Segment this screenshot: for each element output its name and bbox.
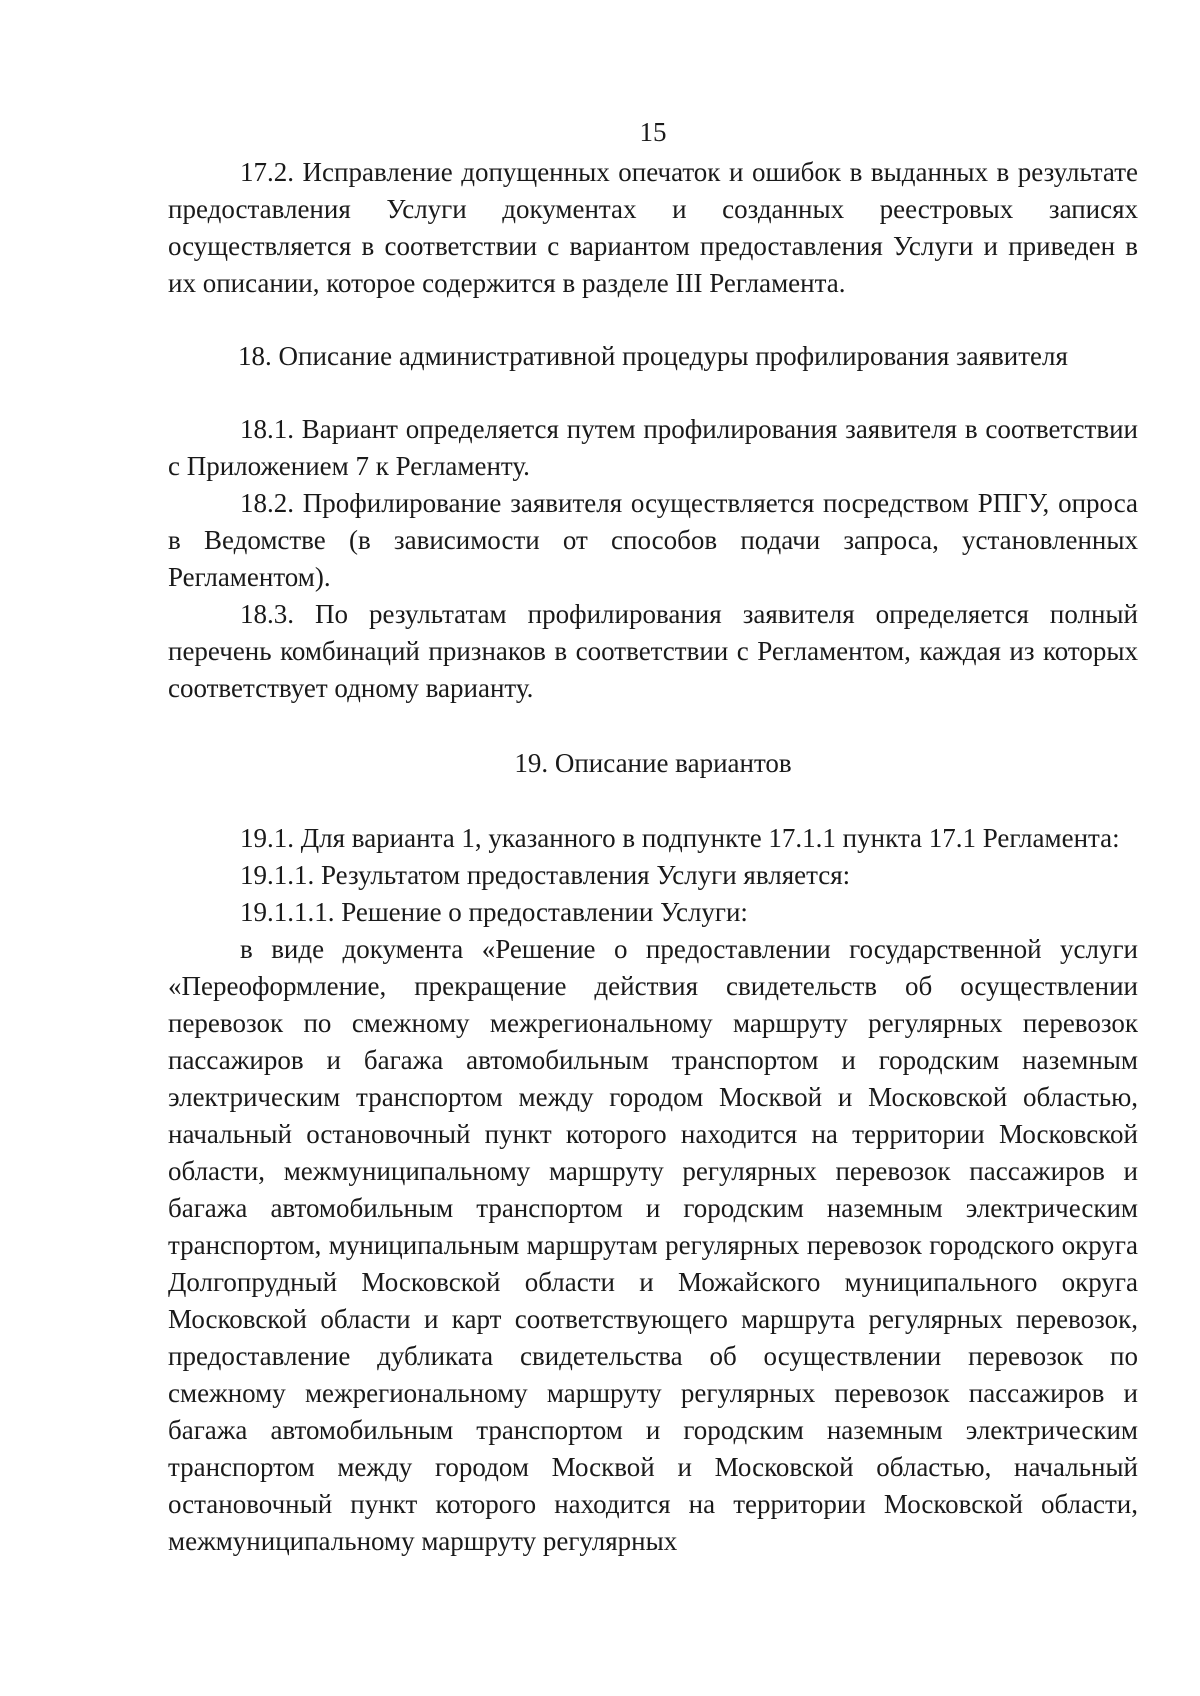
paragraph-18-1: 18.1. Вариант определяется путем профилирования заявителя в соответствии с Приложением 7 к Регламенту. xyxy=(168,414,1138,481)
paragraph-19-1-1-1: 19.1.1.1. Решение о предоставлении Услуги: xyxy=(240,897,748,927)
paragraph-19-1-1: 19.1.1. Результатом предоставления Услуги является: xyxy=(240,860,851,890)
section-heading-19: 19. Описание вариантов xyxy=(514,748,792,778)
paragraph-18-2: 18.2. Профилирование заявителя осуществляется посредством РПГУ, опроса в Ведомстве (в зависимости от способов подачи запроса, установленных Регламентом). xyxy=(168,488,1138,592)
section-heading-18: 18. Описание административной процедуры профилирования заявителя xyxy=(238,341,1068,371)
paragraph-document-description: в виде документа «Решение о предоставлении государственной услуги «Переоформление, прекращение действия свидетельств об осуществлении перевозок по смежному межрегиональному маршруту регулярных перевозок пассажиров и багажа автомобильным транспортом и городским наземным электрическим транспортом между городом Москвой и Московской областью, начальный остановочный пункт которого находится на территории Московской области, межмуниципальному маршруту регулярных перевозок пассажиров и багажа автомобильным транспортом и городским наземным электрическим транспортом, муниципальным маршрутам регулярных перевозок городского округа Долгопрудный Московской области и Можайского муниципального округа Московской области и карт соответствующего маршрута регулярных перевозок, предоставление дубликата свидетельства об осуществлении перевозок по смежному межрегиональному маршруту регулярных перевозок пассажиров и багажа автомобильным транспортом и городским наземным электрическим транспортом между городом Москвой и Московской областью, начальный остановочный пункт которого находится на территории Московской области, межмуниципальному маршруту регулярных xyxy=(168,934,1138,1556)
paragraph-17-2: 17.2. Исправление допущенных опечаток и ошибок в выданных в результате предоставления Услуги документах и созданных реестровых записях осуществляется в соответствии с вариантом предоставления Услуги и приведен в их описании, которое содержится в разделе III Регламента. xyxy=(168,157,1138,298)
document-page xyxy=(168,112,1138,1560)
paragraph-19-1: 19.1. Для варианта 1, указанного в подпункте 17.1.1 пункта 17.1 Регламента: xyxy=(240,823,1120,853)
page-number: 15 xyxy=(639,117,667,147)
paragraph-18-3: 18.3. По результатам профилирования заявителя определяется полный перечень комбинаций признаков в соответствии с Регламентом, каждая из которых соответствует одному варианту. xyxy=(168,599,1138,703)
